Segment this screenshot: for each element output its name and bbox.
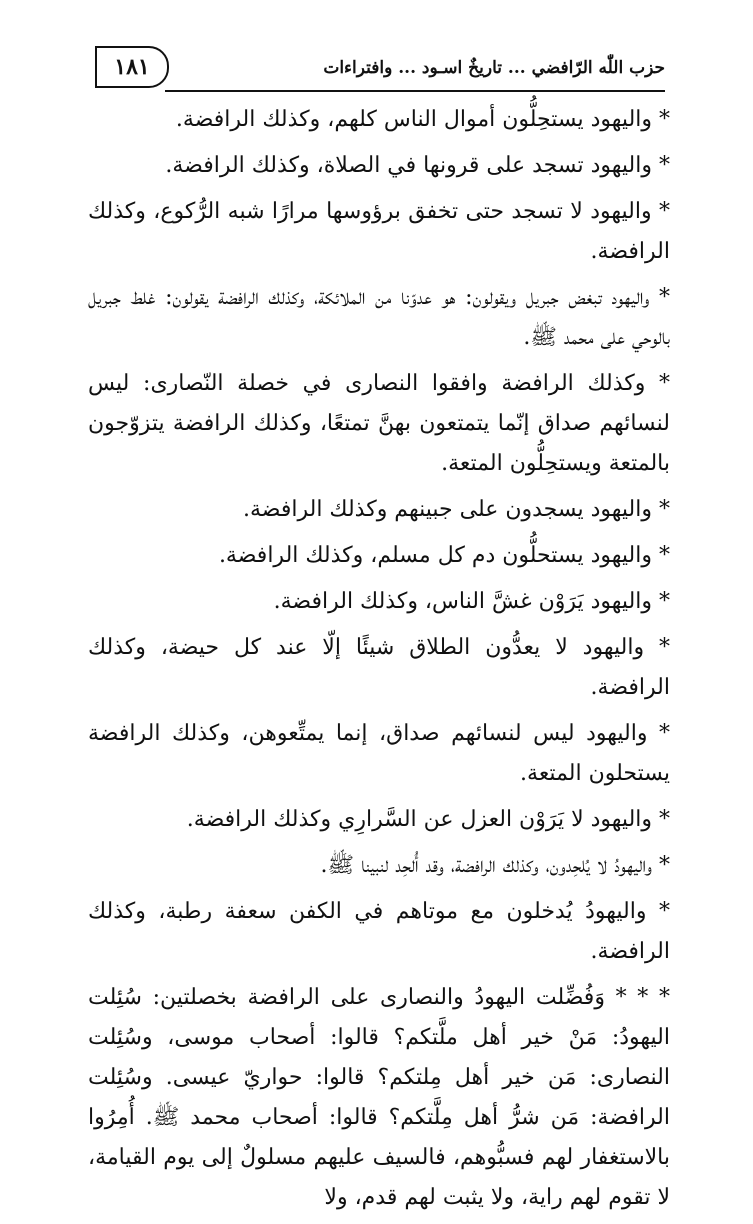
header-rule: [165, 90, 665, 92]
paragraph: * واليهود لا يعدُّون الطلاق شيئًا إلّا عند كل حيضة، وكذلك الرافضة.: [88, 635, 670, 700]
paragraph: * واليهود لا يَرَوْن العزل عن السَّرارِي وكذلك الرافضة.: [186, 807, 670, 832]
paragraph: * واليهود تسجد على قرونها في الصلاة، وكذلك الرافضة.: [165, 153, 670, 178]
paragraph: * * * وَفُضِّلت اليهودُ والنصارى على الرافضة بخصلتين: سُئِلت اليهودُ: مَنْ خير أهل ملَّتكم؟ قالوا: أصحاب موسى، وسُئِلت النصارى: مَن خير أهل مِلتكم؟ قالوا: حواريّ عيسى. وسُئِلت الرافضة: مَن شرُّ أهل مِلَّتكم؟ قالوا: أصحاب محمد ﷺ. أُمِرُوا بالاستغفار لهم فسبُّوهم، فالسيف عليهم مسلولٌ إلى يوم القيامة، لا تقوم لهم راية، ولا يثبت لهم قدم، ولا: [88, 985, 670, 1210]
paragraph: * واليهود لا تسجد حتى تخفق برؤوسها مرارًا شبه الرُّكوع، وكذلك الرافضة.: [88, 199, 670, 264]
body-text: [88, 100, 670, 1224]
paragraph: * واليهود يَرَوْن غشَّ الناس، وكذلك الرافضة.: [273, 589, 670, 614]
page-number: ١٨١: [95, 46, 169, 88]
paragraph: * وكذلك الرافضة وافقوا النصارى في خصلة النّصارى: ليس لنسائهم صداق إنّما يتمتعون بهنَّ تمتعًا، وكذلك الرافضة يتزوّجون بالمتعة ويستحِلُّون المتعة.: [88, 371, 670, 476]
paragraph: * واليهود يستحِلُّون أموال الناس كلهم، وكذلك الرافضة.: [175, 107, 670, 132]
paragraph: * واليهود تبغض جبريل ويقولون: هو عدوّنا من الملائكة، وكذلك الرافضة يقولون: غلط جبريل بالوحي على محمد ﷺ.: [88, 285, 670, 350]
paragraph: * واليهودُ لا يُلحِدون، وكذلك الرافضة، وقد أُلحِد لنبينا ﷺ.: [320, 853, 670, 878]
paragraph: * واليهود يستحلُّون دم كل مسلم، وكذلك الرافضة.: [218, 543, 670, 568]
paragraph: * واليهود ليس لنسائهم صداق، إنما يمتِّعوهن، وكذلك الرافضة يستحلون المتعة.: [88, 721, 670, 786]
running-title: حزب اللّٰه الرّافضي ... تاريخٌ اسـود ... وافتراءات: [323, 58, 665, 78]
page-header: [95, 40, 665, 92]
paragraph: * واليهود يسجدون على جبينهم وكذلك الرافضة.: [242, 497, 670, 522]
paragraph: * واليهودُ يُدخلون مع موتاهم في الكفن سعفة رطبة، وكذلك الرافضة.: [88, 899, 670, 964]
